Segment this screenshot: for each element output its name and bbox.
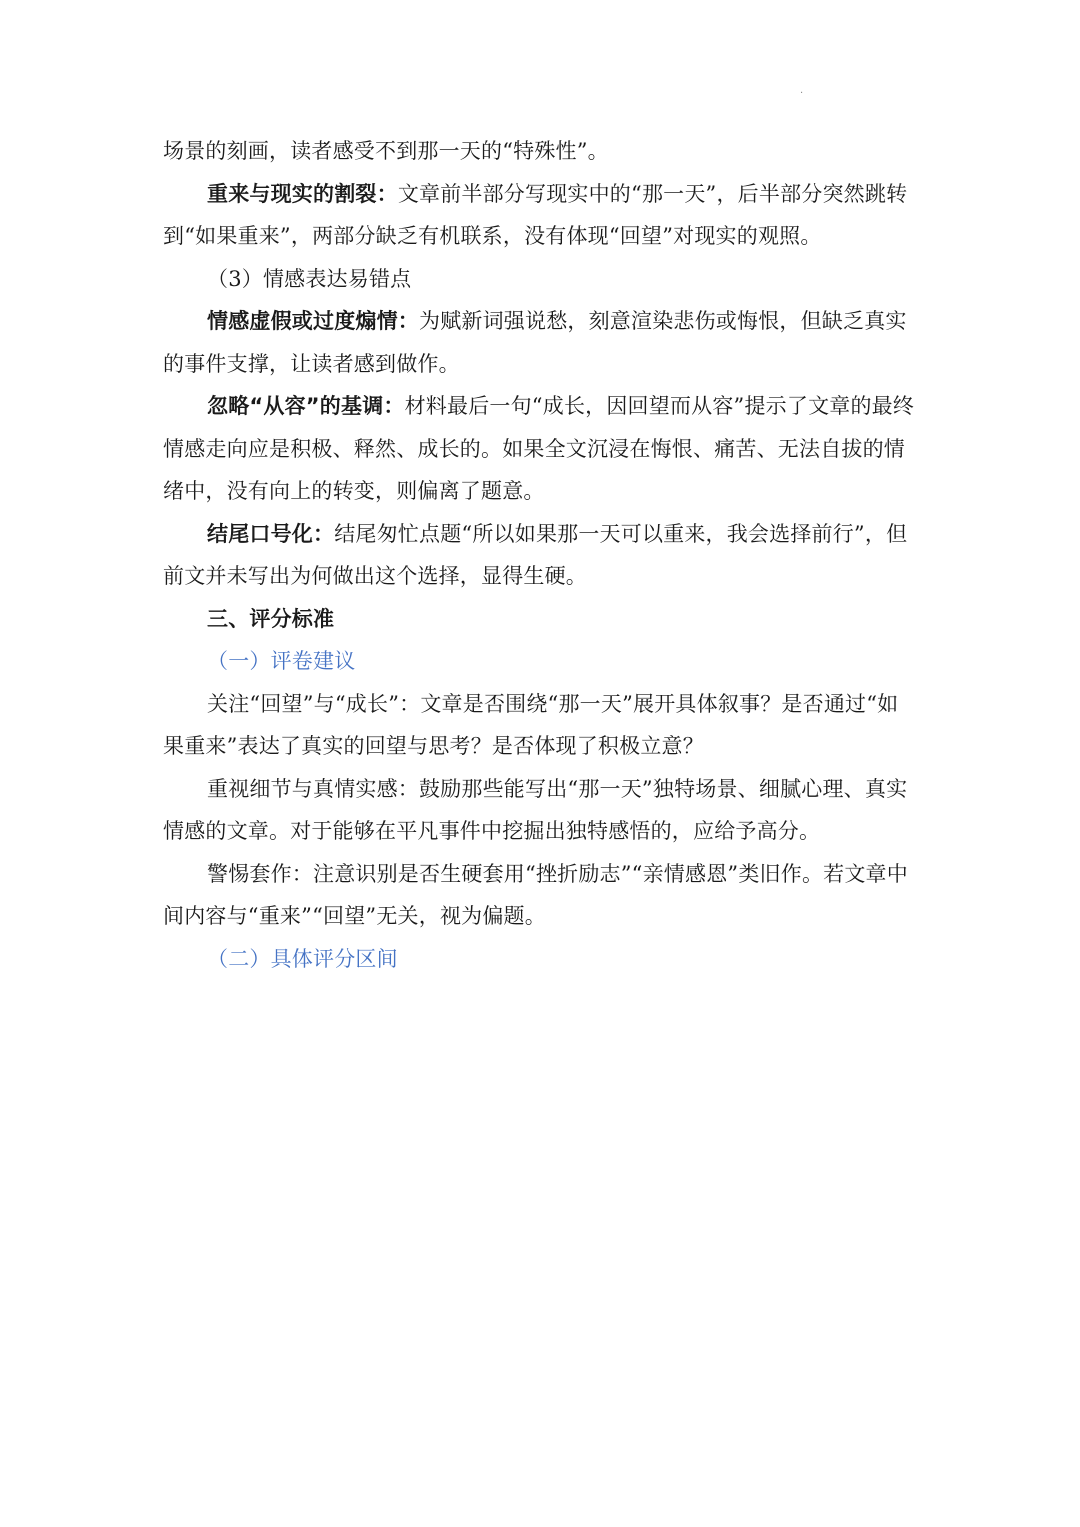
heading-text: （一）评卷建议	[207, 649, 356, 673]
heading-text: （二）具体评分区间	[207, 946, 398, 971]
paragraph-text: 为赋新词强说愁，刻意渲染悲伤或悔恨，但缺乏真实的事件支撑，让读者感到做作。	[163, 309, 907, 376]
paragraph-lead: 情感虚假或过度煽情：	[207, 309, 419, 333]
paragraph-slogan-ending	[163, 513, 918, 598]
heading-text: 三、评分标准	[207, 606, 335, 631]
paragraph-lead: 重来与现实的割裂：	[207, 181, 398, 206]
section-heading-scoring	[163, 598, 918, 641]
subheading-score-ranges	[163, 938, 918, 981]
paragraph-lead: 结尾口号化：	[207, 521, 335, 546]
paragraph-continuation	[163, 130, 918, 173]
paragraph-details	[163, 768, 918, 853]
paragraph-text: 材料最后一句“成长，因回望而从容”提示了文章的最终情感走向应是积极、释然、成长的。如果全文沉浸在悔恨、痛苦、无法自拔的情绪中，没有向上的转变，则偏离了题意。	[163, 394, 915, 503]
paragraph-text: （3）情感表达易错点	[207, 266, 412, 291]
paragraph-focus	[163, 683, 918, 768]
paragraph-false-emotion	[163, 300, 918, 385]
paragraph-beware-template	[163, 853, 918, 938]
section-subtitle-emotion	[163, 258, 918, 301]
paragraph-text: 场景的刻画，读者感受不到那一天的“特殊性”。	[163, 139, 609, 163]
paragraph-text: 重视细节与真情实感：鼓励那些能写出“那一天”独特场景、细腻心理、真实情感的文章。对于能够在平凡事件中挖掘出独特感悟的，应给予高分。	[163, 776, 908, 843]
paragraph-text: 文章前半部分写现实中的“那一天”，后半部分突然跳转到“如果重来”，两部分缺乏有机联系，没有体现“回望”对现实的观照。	[163, 181, 908, 248]
paragraph-text: 关注“回望”与“成长”：文章是否围绕“那一天”展开具体叙事？是否通过“如果重来”表达了真实的回望与思考？是否体现了积极立意？	[163, 691, 899, 758]
document-body	[163, 130, 918, 980]
paragraph-ignore-calm	[163, 385, 918, 513]
paragraph-text: 结尾匆忙点题“所以如果那一天可以重来，我会选择前行”，但前文并未写出为何做出这个选择，显得生硬。	[163, 521, 908, 588]
page-marker: ·	[800, 88, 804, 99]
subheading-grading-advice	[163, 640, 918, 683]
paragraph-text: 警惕套作：注意识别是否生硬套用“挫折励志”“亲情感恩”类旧作。若文章中间内容与“重来”“回望”无关，视为偏题。	[163, 861, 908, 928]
paragraph-reality-split	[163, 173, 918, 258]
paragraph-lead: 忽略“从容”的基调：	[207, 394, 405, 418]
